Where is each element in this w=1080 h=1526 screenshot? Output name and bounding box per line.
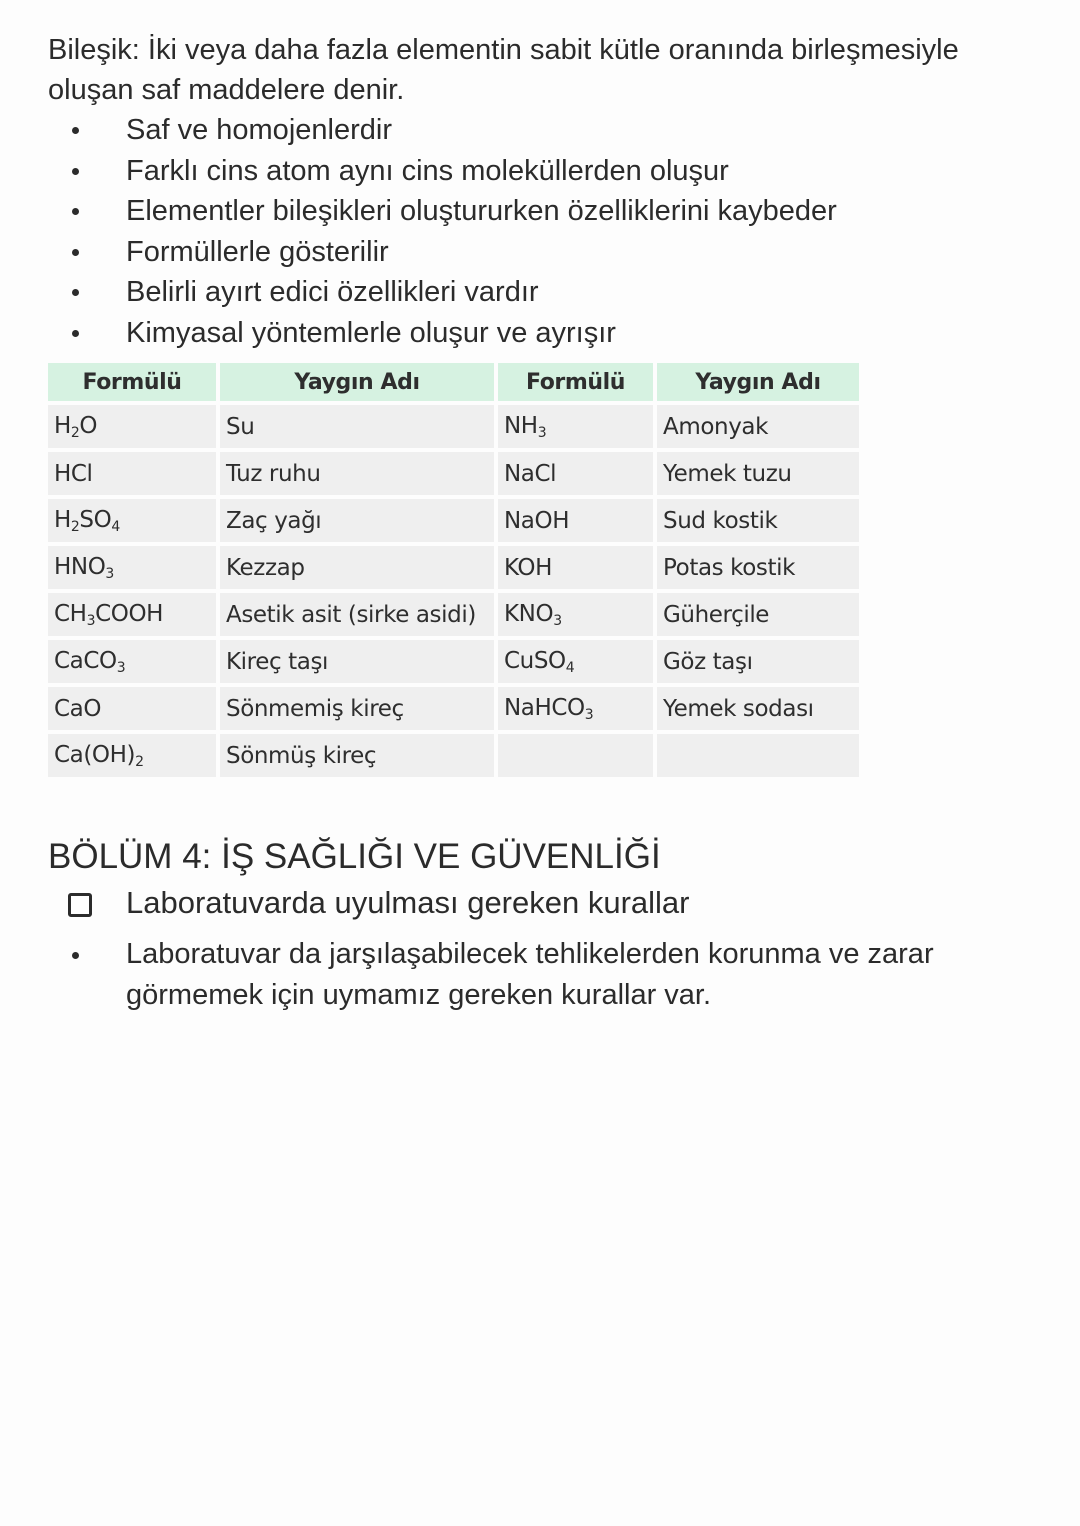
common-name-cell: [657, 730, 859, 777]
table-row: [48, 730, 859, 777]
section-title: BÖLÜM 4: İŞ SAĞLIĞI VE GÜVENLİĞİ: [48, 837, 661, 876]
formula-text: CaCO: [54, 647, 117, 674]
compound-properties-list: [48, 110, 1038, 353]
table-row: [48, 683, 859, 730]
table-row: [48, 401, 859, 448]
common-name-cell: Yemek tuzu: [657, 448, 859, 495]
bullet-icon: [72, 330, 79, 337]
common-name-cell: Potas kostik: [657, 542, 859, 589]
formula-text: O: [79, 412, 98, 439]
common-name-cell: Kireç taşı: [220, 636, 498, 683]
formula-text: HCl: [54, 460, 93, 487]
common-name-cell: Amonyak: [657, 401, 859, 448]
formula-cell: [48, 730, 220, 777]
formula-text: CuSO: [504, 647, 566, 674]
formula-cell: [48, 448, 220, 495]
formula-subscript: 3: [105, 565, 114, 582]
header-formula: Formülü: [498, 363, 657, 401]
header-formula: Formülü: [48, 363, 220, 401]
bullet-icon: [72, 952, 79, 959]
formula-text: KOH: [504, 554, 553, 581]
formula-text: KNO: [504, 600, 554, 627]
list-item-text: Elementler bileşikleri oluştururken özelliklerini kaybeder: [126, 195, 837, 227]
compounds-table: [48, 363, 859, 777]
formula-cell: [498, 495, 657, 542]
formula-subscript: 3: [537, 424, 547, 441]
table-row: [48, 636, 859, 683]
table-row: [48, 542, 859, 589]
formula-subscript: 2: [70, 424, 80, 441]
list-item: [48, 232, 1038, 273]
common-name-cell: Sud kostik: [657, 495, 859, 542]
formula-cell: [498, 542, 657, 589]
list-item-text: Formüllerle gösterilir: [126, 235, 389, 268]
bullet-icon: [72, 289, 79, 296]
formula-cell: [48, 542, 220, 589]
list-item-text: Farklı cins atom aynı cins moleküllerden oluşur: [126, 154, 729, 187]
common-name-cell: Sönmüş kireç: [220, 730, 498, 777]
formula-subscript: 4: [111, 518, 120, 535]
table-row: [48, 448, 859, 495]
common-name-cell: Su: [220, 401, 498, 448]
common-name-cell: Kezzap: [220, 542, 498, 589]
formula-text: H: [54, 412, 71, 439]
list-item: [48, 934, 1038, 1016]
formula-subscript: 2: [135, 753, 144, 770]
compound-definition: Bileşik: İki veya daha fazla elementin sabit kütle oranında birleşmesiyle oluşan saf maddelere denir.: [48, 34, 959, 106]
list-item-text: Laboratuvar da jarşılaşabilecek tehlikelerden korunma ve zarar görmemek için uymamız gereken kurallar var.: [126, 938, 934, 1011]
formula-subscript: 2: [70, 518, 80, 535]
common-name-cell: Zaç yağı: [220, 495, 498, 542]
formula-cell: [48, 589, 220, 636]
formula-text: CH: [54, 600, 87, 627]
bullet-icon: [72, 127, 79, 134]
formula-text: H: [54, 506, 71, 533]
formula-cell: [498, 683, 657, 730]
formula-subscript: 4: [565, 659, 575, 676]
list-item-text: Belirli ayırt edici özellikleri vardır: [126, 276, 539, 308]
formula-cell: [498, 730, 657, 777]
list-item-text: Saf ve homojenlerdir: [126, 114, 392, 146]
header-common-name: Yaygın Adı: [657, 363, 859, 401]
checkbox-item: [48, 883, 1038, 923]
formula-text: NaOH: [504, 507, 570, 534]
bullet-icon: [72, 208, 79, 215]
bullet-icon: [72, 249, 79, 256]
header-common-name: Yaygın Adı: [220, 363, 498, 401]
formula-text: SO: [79, 506, 112, 533]
formula-cell: [498, 401, 657, 448]
formula-text: COOH: [95, 600, 164, 627]
formula-cell: [498, 589, 657, 636]
bullet-icon: [72, 168, 79, 175]
formula-text: CaO: [54, 695, 102, 722]
formula-subscript: 3: [116, 659, 126, 676]
formula-subscript: 3: [86, 612, 96, 629]
list-item: [48, 151, 1038, 192]
list-item: [48, 110, 1038, 151]
formula-cell: [498, 636, 657, 683]
common-name-cell: Göz taşı: [657, 636, 859, 683]
common-name-cell: Asetik asit (sirke asidi): [220, 589, 498, 636]
table-row: [48, 589, 859, 636]
list-item: [48, 313, 1038, 354]
formula-text: Ca(OH): [54, 741, 136, 768]
formula-text: NaHCO: [504, 694, 585, 721]
checkbox-item-text: Laboratuvarda uyulması gereken kurallar: [126, 885, 690, 920]
list-item: [48, 272, 1038, 313]
formula-cell: [48, 636, 220, 683]
table-row: [48, 495, 859, 542]
formula-cell: [48, 495, 220, 542]
table-body: [48, 401, 859, 777]
common-name-cell: Sönmemiş kireç: [220, 683, 498, 730]
formula-cell: [48, 683, 220, 730]
formula-subscript: 3: [553, 612, 562, 629]
formula-text: HNO: [54, 553, 106, 580]
common-name-cell: Güherçile: [657, 589, 859, 636]
common-name-cell: Tuz ruhu: [220, 448, 498, 495]
list-item: [48, 191, 1038, 232]
formula-subscript: 3: [584, 706, 594, 723]
formula-text: NH: [504, 412, 538, 439]
formula-text: NaCl: [504, 460, 557, 487]
list-item-text: Kimyasal yöntemlerle oluşur ve ayrışır: [126, 316, 616, 349]
checkbox-icon: [68, 893, 92, 917]
common-name-cell: Yemek sodası: [657, 683, 859, 730]
formula-cell: [48, 401, 220, 448]
table-header-row: [48, 363, 859, 401]
formula-cell: [498, 448, 657, 495]
